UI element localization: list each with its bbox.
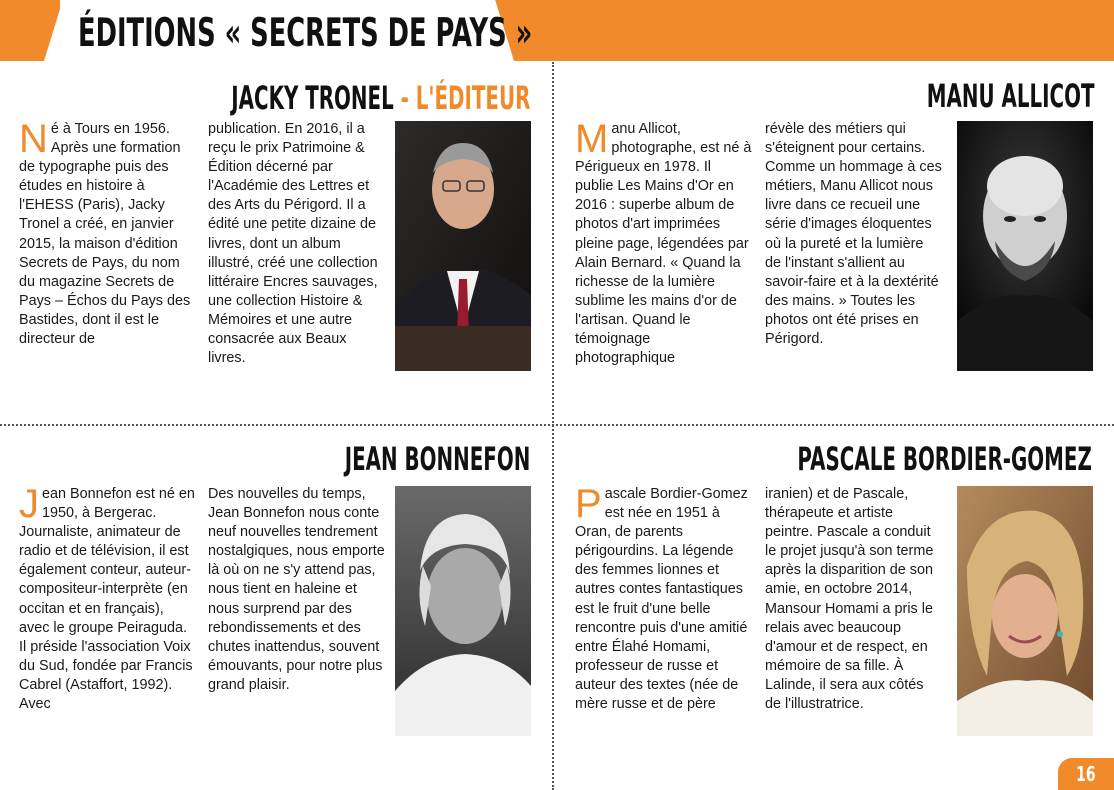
profile-role: - L'ÉDITEUR	[393, 79, 530, 117]
profile-text-col1	[19, 482, 197, 714]
page-title: ÉDITIONS « SECRETS DE PAYS »	[78, 11, 533, 56]
paragraph: é à Tours en 1956. Après une formation de typographe puis des études en histoire à l'EHESS (Paris), Jacky Tronel a créé, en janvier 2015, la maison d'édition Secrets de Pays, du nom du magazine Secrets de Pays – Échos du Pays des Bastides, dont il est le directeur de	[19, 121, 191, 348]
paragraph: publication. En 2016, il a reçu le prix Patrimoine & Édition décerné par l'Académie des Lettres et des Arts du Périgord. Il a édité une petite dizaine de livres, dont un album illustré, créé une collection littéraire Encres sauvages, une collection Histoire & Mémoires et une autre consacrée aux Beaux livres.	[208, 121, 378, 367]
portrait-photo-jean-bonnefon	[395, 486, 531, 736]
dropcap: J	[19, 482, 39, 526]
portrait-photo-pascale-bordier-gomez	[957, 486, 1093, 736]
header-band-right	[495, 0, 1114, 61]
profile-text-col2	[765, 120, 943, 349]
profile-text-col1	[575, 482, 753, 714]
profile-name-text: PASCALE BORDIER-GOMEZ	[797, 440, 1092, 478]
paragraph: révèle des métiers qui s'éteignent pour certains. Comme un hommage à ces métiers, Manu Allicot nous livre dans ce recueil une série d'images éloquentes où la pureté et la lumière de l'instant s'allient au savoir-faire et à la dextérité des mains. » Toutes les photos ont été prises en Périgord.	[765, 121, 942, 348]
profile-text-col1	[19, 117, 197, 349]
dropcap: N	[19, 117, 48, 161]
profile-name-text: JACKY TRONEL	[230, 79, 394, 117]
paragraph: iranien) et de Pascale, thérapeute et artiste peintre. Pascale a conduit le projet jusqu'à son terme après la disparition de son amie, en octobre 2014, Mansour Homami a pris le relais avec beaucoup d'amour et de respect, en mémoire de sa fille. À Lalinde, il sera aux côtés de l'illustratrice.	[765, 486, 934, 713]
profile-name-text: MANU ALLICOT	[926, 77, 1094, 115]
portrait-photo-manu-allicot	[957, 121, 1093, 371]
profile-name-pascale-bordier-gomez	[798, 439, 1092, 479]
page-number	[1058, 758, 1114, 790]
paragraph: ean Bonnefon est né en 1950, à Bergerac. Journaliste, animateur de radio et de télévision, il est également conteur, auteur-compositeur-interprète (en occitan et en français), avec le groupe Peiraguda. Il préside l'association Voix du Sud, fondée par Francis Cabrel (Astaffort, 1992). Avec	[19, 486, 195, 713]
portrait-photo-jacky-tronel	[395, 121, 531, 371]
paragraph: ascale Bordier-Gomez est née en 1951 à Oran, de parents périgourdins. La légende des femmes lionnes et autres contes fantastiques est le fruit d'une belle rencontre puis d'une amitié entre Élahé Homami, professeur de russe et auteur des textes (née de mère russe et de père	[575, 486, 748, 713]
vertical-divider	[552, 62, 554, 790]
profile-name-jean-bonnefon	[344, 439, 530, 479]
profile-text-col2	[208, 485, 386, 695]
profile-text-col2	[208, 120, 386, 368]
profile-name-jacky-tronel	[231, 78, 530, 118]
paragraph: Des nouvelles du temps, Jean Bonnefon nous conte neuf nouvelles tendrement nostalgiques, nous emporte là où on ne s'y attend pas, nous tient en haleine et nous surprend par des rebondissements et des chutes inattendus, souvent émouvants, pour notre plus grand plaisir.	[208, 486, 385, 693]
dropcap: P	[575, 482, 602, 526]
horizontal-divider	[0, 424, 1114, 426]
dropcap: M	[575, 117, 609, 161]
profile-name-manu-allicot	[926, 76, 1094, 116]
page-number-text: 16	[1076, 762, 1096, 786]
profile-name-text: JEAN BONNEFON	[344, 440, 530, 478]
profile-text-col1	[575, 117, 753, 368]
profile-text-col2	[765, 485, 943, 714]
paragraph: anu Allicot, photographe, est né à Périgueux en 1978. Il publie Les Mains d'Or en 2016 : superbe album de photos d'art imprimées pleine page, légendées par Alain Bernard. « Quand la richesse de la lumière sublime les mains d'or de l'artisan. Quand le témoignage photographique	[575, 121, 752, 367]
